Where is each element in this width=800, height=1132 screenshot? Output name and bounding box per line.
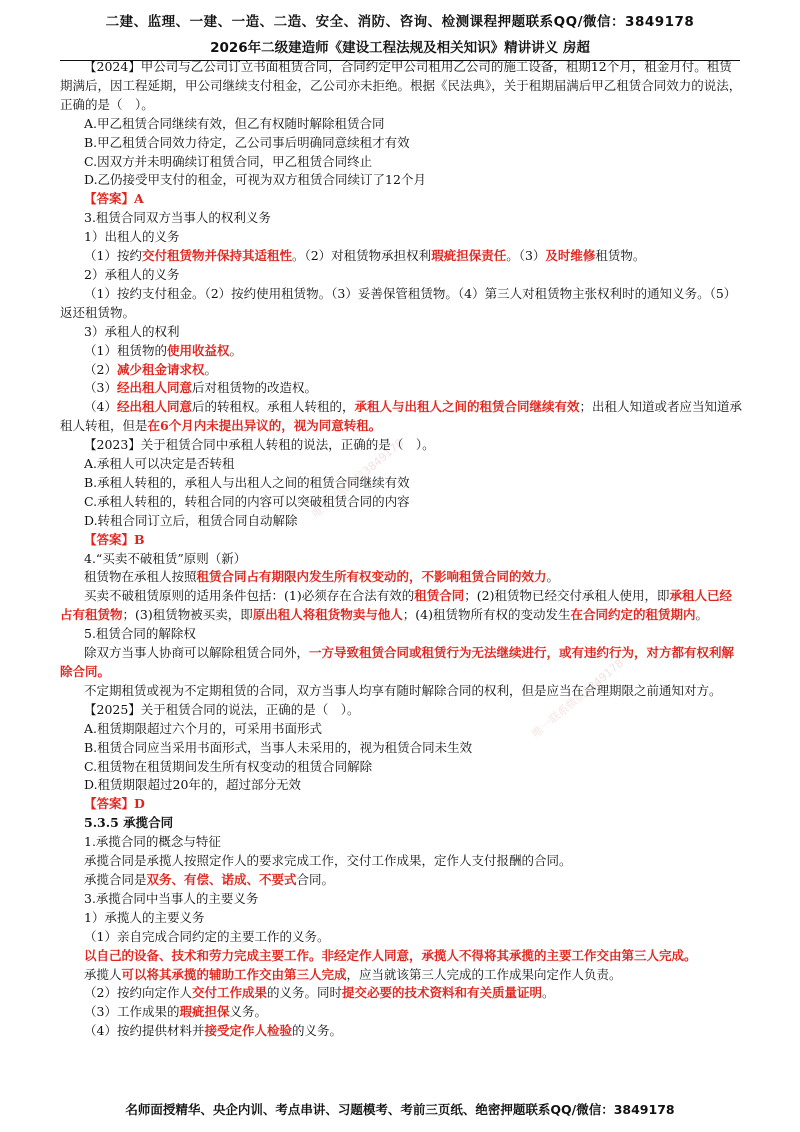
- text-span: ；出租人知道或者应当知道承租人转租，但是: [60, 399, 743, 434]
- highlight-text: 【答案】D: [84, 796, 145, 812]
- text-span: 后的转租权。承租人转租的，: [191, 399, 355, 415]
- text-span: 。（2）对租赁物承担权利: [291, 248, 432, 264]
- text-line: [60, 531, 744, 550]
- text-span: ；(3)租赁物被买卖，即: [122, 607, 253, 623]
- text-span: （1）租赁物的: [84, 342, 167, 358]
- text-line: [60, 890, 744, 909]
- text-span: 【2023】关于租赁合同中承租人转租的说法，正确的是（ ）。: [84, 437, 435, 453]
- highlight-text: 【答案】A: [84, 191, 144, 207]
- highlight-text: 租赁合同: [414, 588, 465, 604]
- text-line: [60, 550, 744, 569]
- highlight-text: 承租人与出租人之间的租赁合同继续有效: [354, 399, 580, 415]
- text-span: ，应当就该第三人完成的工作成果向定作人负责。: [346, 966, 622, 982]
- text-line: [60, 947, 744, 966]
- highlight-text: 减少租金请求权: [116, 361, 205, 377]
- text-line: [60, 625, 744, 644]
- text-line: [60, 228, 744, 247]
- text-line: [60, 739, 744, 758]
- text-span: （3）: [84, 380, 117, 396]
- text-span: A.甲乙租赁合同继续有效，但乙有权随时解除租赁合同: [84, 115, 385, 131]
- text-span: 【2024】甲公司与乙公司订立书面租赁合同，合同约定甲公司租用乙公司的施工设备，租期12个月，租金月付。租赁期满后，因工程延期，甲公司继续支付租金，乙公司亦未拒绝。根据《民法典》，关于租期届满后甲乙租赁合同效力的说法，正确的是（ ）。: [60, 59, 742, 112]
- text-span: 。: [546, 569, 560, 585]
- text-line: [60, 568, 744, 587]
- highlight-text: 原出租人将租货物卖与他人: [252, 607, 403, 623]
- highlight-text: 【答案】B: [84, 531, 145, 547]
- document-body: [60, 58, 744, 1041]
- highlight-text: 及时维修: [545, 248, 596, 264]
- text-span: 1）承揽人的主要义务: [84, 909, 205, 925]
- text-span: 1）出租人的义务: [84, 229, 180, 245]
- text-span: B.租赁合同应当采用书面形式，当事人未采用的，视为租赁合同未生效: [84, 739, 473, 755]
- text-line: [60, 776, 744, 795]
- text-line: [60, 928, 744, 947]
- text-line: [60, 720, 744, 739]
- highlight-text: 经出租人同意: [116, 380, 192, 396]
- text-span: 。: [204, 361, 217, 377]
- highlight-text: 租赁合同占有期限内发生所有权变动的，不影响租赁合同的效力: [196, 569, 547, 585]
- highlight-text: 可以将其承揽的辅助工作交由第三人完成: [121, 966, 347, 982]
- text-span: 合同。: [296, 871, 335, 887]
- text-span: 承揽人: [84, 966, 122, 982]
- text-span: 除双方当事人协商可以解除租赁合同外，: [84, 645, 310, 661]
- text-line: [60, 795, 744, 814]
- text-span: 买卖不破租赁原则的适用条件包括：(1)必须存在合法有效的: [84, 588, 415, 604]
- text-span: 租赁物在承租人按照: [84, 569, 197, 585]
- highlight-text: 一方导致租赁合同或租赁行为无法继续进行，或有违约行为，对方都有权利解除合同。: [60, 645, 735, 679]
- highlight-text: 交付工作成果: [191, 985, 267, 1001]
- text-line: [60, 58, 744, 115]
- text-line: [60, 833, 744, 852]
- text-line: [60, 266, 744, 285]
- text-span: 3.承揽合同中当事人的主要义务: [84, 890, 259, 906]
- text-span: 承揽合同是: [84, 871, 147, 887]
- text-line: [60, 455, 744, 474]
- text-span: 的义务。同时: [266, 985, 342, 1001]
- text-line: [60, 474, 744, 493]
- text-line: [60, 909, 744, 928]
- highlight-text: 在6个月内未提出异议的，视为同意转租。: [147, 418, 382, 434]
- text-line: [60, 398, 744, 436]
- text-span: 承揽合同是承揽人按照定作人的要求完成工作，交付工作成果，定作人支付报酬的合同。: [84, 853, 572, 869]
- text-line: [60, 285, 744, 323]
- highlight-text: 双务、有偿、诺成、不要式: [146, 871, 297, 887]
- text-span: ；(4)租赁物所有权的变动发生: [402, 607, 571, 623]
- text-span: ；(2)租赁物已经交付承租人使用，即: [464, 588, 670, 604]
- text-line: [60, 852, 744, 871]
- highlight-text: 接受定作人检验: [204, 1023, 292, 1039]
- text-span: （1）按约: [84, 248, 142, 264]
- text-span: 1.承揽合同的概念与特征: [84, 834, 221, 850]
- text-line: [60, 436, 744, 455]
- page-header: [0, 10, 800, 61]
- text-span: 。: [229, 342, 242, 358]
- text-line: [60, 758, 744, 777]
- text-line: [60, 682, 744, 701]
- highlight-text: 使用收益权: [166, 342, 230, 358]
- text-span: D.乙仍接受甲支付的租金，可视为双方租赁合同续订了12个月: [84, 172, 426, 188]
- text-span: B.甲乙租赁合同效力待定，乙公司事后明确同意续租才有效: [84, 134, 410, 150]
- text-line: [60, 814, 744, 833]
- highlight-text: 在合同约定的租赁期内: [570, 607, 696, 623]
- text-span: D.租赁期限超过20年的，超过部分无效: [84, 777, 301, 793]
- text-span: （1）亲自完成合同约定的主要工作的义务。: [84, 928, 330, 944]
- text-span: 3.租赁合同双方当事人的权利义务: [84, 210, 271, 226]
- text-span: 。（3）: [506, 248, 546, 264]
- highlight-text: 瑕疵担保: [179, 1004, 230, 1020]
- text-span: 【2025】关于租赁合同的说法，正确的是（ ）。: [84, 701, 360, 717]
- text-line: [60, 171, 744, 190]
- text-line: [60, 115, 744, 134]
- text-span: 。: [695, 607, 708, 623]
- text-line: [60, 247, 744, 266]
- text-span: 。: [542, 985, 555, 1001]
- text-span: 后对租赁物的改造权。: [191, 380, 317, 396]
- text-span: C.因双方并未明确续订租赁合同，甲乙租赁合同终止: [84, 153, 373, 169]
- text-line: [60, 512, 744, 531]
- text-span: （4）: [84, 399, 117, 415]
- text-span: 的义务。: [291, 1023, 342, 1039]
- text-span: 2）承租人的义务: [84, 266, 180, 282]
- text-line: [60, 984, 744, 1003]
- text-line: [60, 493, 744, 512]
- header-title: 2026年二级建造师《建设工程法规及相关知识》精讲讲义 房超: [210, 40, 590, 56]
- text-span: A.租赁期限超过六个月的，可采用书面形式: [84, 720, 323, 736]
- highlight-text: 承租人已经占有租赁物: [60, 588, 732, 623]
- text-span: 不定期租赁或视为不定期租赁的合同，双方当事人均享有随时解除合同的权利，但是应当在合理期限之前通知对方。: [84, 682, 722, 698]
- watermark: 唯一联系微信3849178: [529, 656, 627, 741]
- text-span: D.转租合同订立后，租赁合同自动解除: [84, 512, 298, 528]
- text-line: [60, 323, 744, 342]
- text-line: [60, 644, 744, 682]
- text-span: 5.3.5 承揽合同: [84, 815, 174, 831]
- text-span: 4.“买卖不破租赁”原则（新）: [84, 550, 247, 566]
- text-span: （2）: [84, 361, 117, 377]
- text-line: [60, 361, 744, 380]
- text-line: [60, 153, 744, 172]
- highlight-text: 提交必要的技术资料和有关质量证明: [342, 985, 543, 1001]
- text-span: C.租赁物在租赁期间发生所有权变动的租赁合同解除: [84, 758, 373, 774]
- text-span: （1）按约支付租金。（2）按约使用租赁物。（3）妥善保管租赁物。（4）第三人对租赁物主张权利时的通知义务。（5）返还租赁物。: [60, 285, 737, 320]
- text-line: [60, 190, 744, 209]
- highlight-text: 瑕疵担保责任: [431, 248, 507, 264]
- page-footer: 名师面授精华、央企内训、考点串讲、习题模考、考前三页纸、绝密押题联系QQ/微信：3849178: [125, 1102, 675, 1117]
- text-span: （2）按约向定作人: [84, 985, 192, 1001]
- text-span: （3）工作成果的: [84, 1004, 180, 1020]
- text-span: C.承租人转租的，转租合同的内容可以突破租赁合同的内容: [84, 493, 410, 509]
- text-line: [60, 701, 744, 720]
- text-line: [60, 134, 744, 153]
- text-line: [60, 1022, 744, 1041]
- text-span: （4）按约提供材料并: [84, 1023, 205, 1039]
- text-line: [60, 966, 744, 985]
- highlight-text: 以自己的设备、技术和劳力完成主要工作。非经定作人同意，承揽人不得将其承揽的主要工作交由第三人完成。: [84, 947, 697, 963]
- text-line: [60, 379, 744, 398]
- text-line: [60, 587, 744, 625]
- text-span: 义务。: [229, 1004, 267, 1020]
- text-span: 3）承租人的权利: [84, 323, 180, 339]
- text-line: [60, 342, 744, 361]
- highlight-text: 交付租赁物并保持其适租性: [141, 248, 292, 264]
- header-contact-line: 二建、监理、一建、一造、二造、安全、消防、咨询、检测课程押题联系QQ/微信：3849178: [105, 14, 695, 30]
- text-span: 租赁物。: [595, 248, 646, 264]
- text-span: 5.租赁合同的解除权: [84, 626, 196, 642]
- text-span: B.承租人转租的，承租人与出租人之间的租赁合同继续有效: [84, 474, 410, 490]
- text-line: [60, 1003, 744, 1022]
- text-span: A.承租人可以决定是否转租: [84, 456, 235, 472]
- watermark: 唯一联系微信3849178: [309, 436, 407, 521]
- text-line: [60, 871, 744, 890]
- highlight-text: 经出租人同意: [116, 399, 192, 415]
- text-line: [60, 209, 744, 228]
